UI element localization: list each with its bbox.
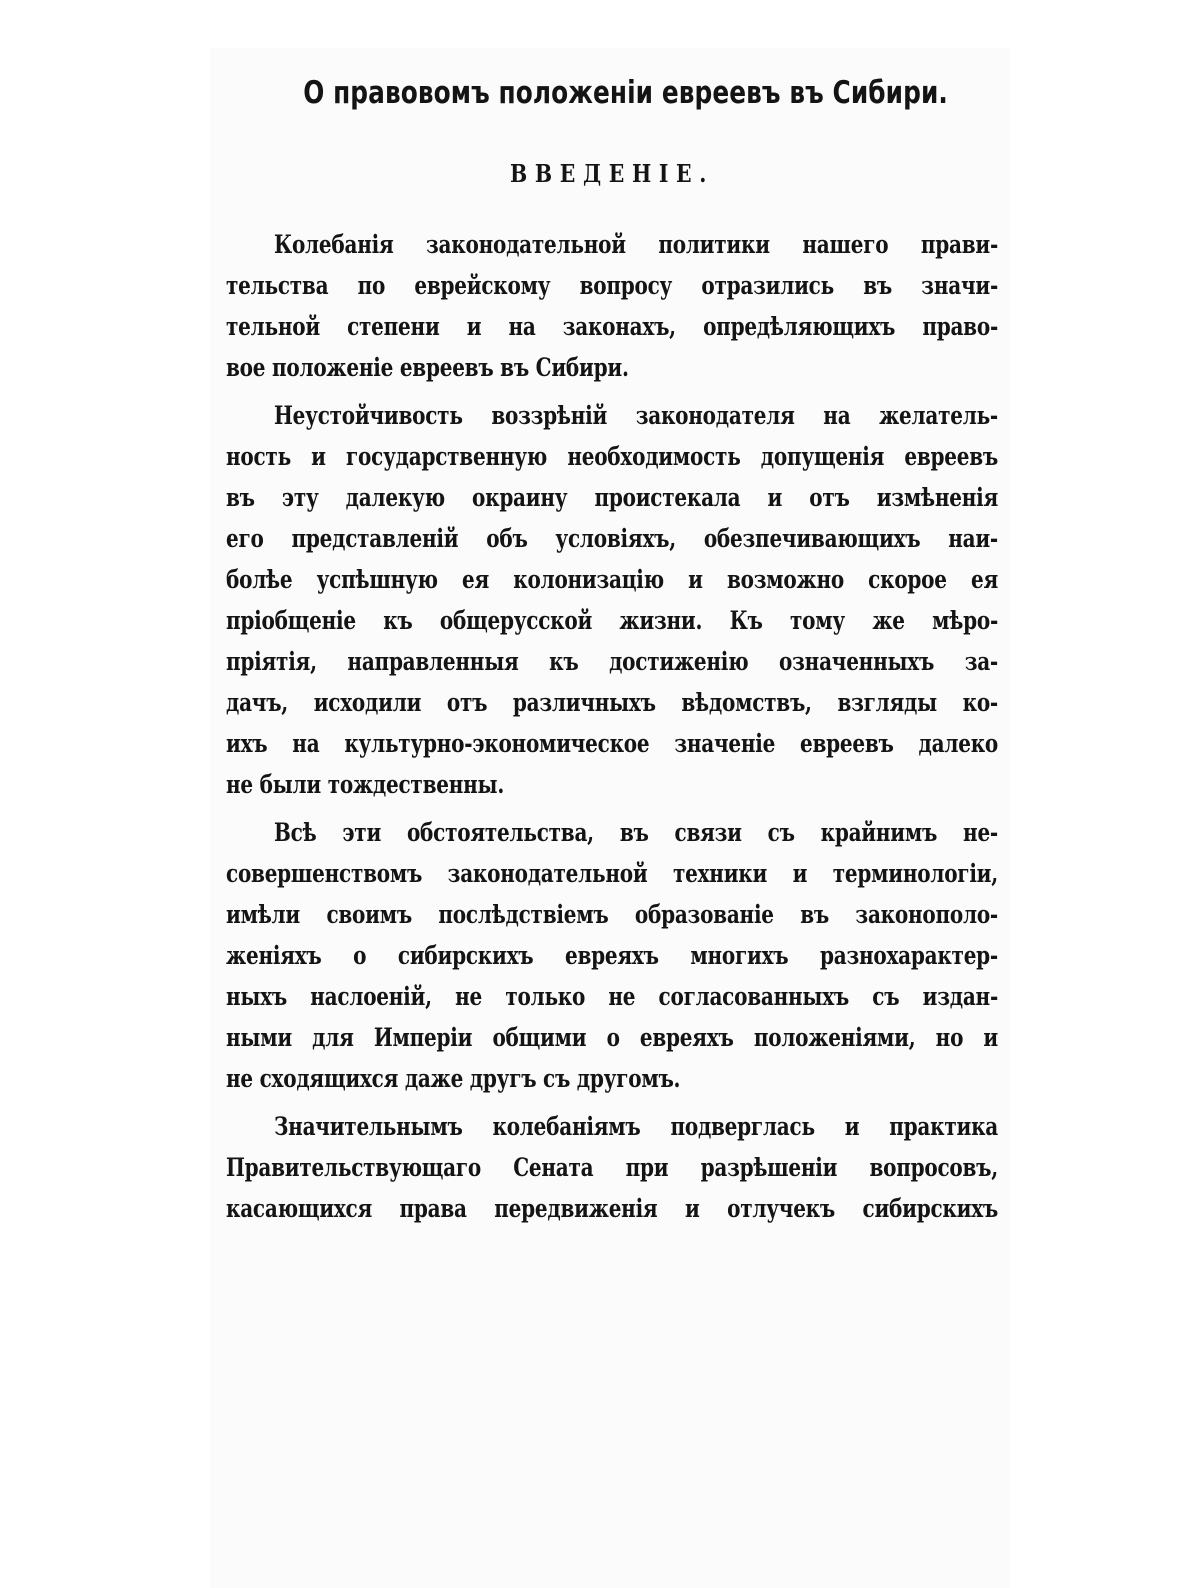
body-text — [226, 224, 998, 1229]
text-line: не сходящихся даже другъ съ другомъ. — [226, 1064, 681, 1093]
text-line: ными для Имперіи общими о евреяхъ положеніями, но и — [226, 1023, 998, 1052]
text-line: дачъ, исходили отъ различныхъ вѣдомствъ, взгляды ко- — [226, 688, 998, 717]
text-line: пріобщеніе къ общерусской жизни. Къ тому же мѣро- — [226, 606, 998, 635]
text-line: вое положеніе евреевъ въ Сибири. — [226, 353, 629, 382]
text-line: Всѣ эти обстоятельства, въ связи съ крайнимъ не- — [274, 818, 998, 847]
text-line: ность и государственную необходимость допущенія евреевъ — [226, 442, 998, 471]
text-line: тельства по еврейскому вопросу отразились въ значи- — [226, 271, 998, 300]
document-title: О правовомъ положеніи евреевъ въ Сибири. — [303, 75, 948, 111]
text-line: ихъ на культурно-экономическое значеніе евреевъ далеко — [226, 729, 998, 758]
text-line: женіяхъ о сибирскихъ евреяхъ многихъ разнохарактер- — [226, 941, 998, 970]
text-line: Правительствующаго Сената при разрѣшеніи вопросовъ, — [226, 1153, 998, 1182]
text-line: совершенствомъ законодательной техники и терминологіи, — [226, 859, 998, 888]
text-line: пріятія, направленныя къ достиженію означенныхъ за- — [226, 647, 998, 676]
text-line: Значительнымъ колебаніямъ подверглась и практика — [274, 1112, 998, 1141]
paragraph — [226, 1106, 998, 1229]
text-line: не были тождественны. — [226, 770, 505, 799]
text-line: имѣли своимъ послѣдствіемъ образованіе въ законополо- — [226, 900, 998, 929]
text-line: болѣе успѣшную ея колонизацію и возможно скорое ея — [226, 565, 998, 594]
text-line: въ эту далекую окраину проистекала и отъ измѣненія — [226, 483, 998, 512]
text-line: тельной степени и на законахъ, опредѣляющихъ право- — [226, 312, 998, 341]
document-content — [226, 70, 998, 1236]
text-line: ныхъ наслоеній, не только не согласованныхъ съ издан- — [226, 982, 998, 1011]
text-line: касающихся права передвиженія и отлучекъ сибирскихъ — [226, 1194, 998, 1223]
text-line: Неустойчивость воззрѣній законодателя на желатель- — [274, 401, 998, 430]
section-heading: ВВЕДЕНІЕ. — [509, 159, 715, 188]
paragraph — [226, 224, 998, 388]
text-line: Колебанія законодательной политики нашего прави- — [274, 230, 998, 259]
paragraph — [226, 812, 998, 1099]
paragraph — [226, 395, 998, 805]
text-line: его представленій объ условіяхъ, обезпечивающихъ наи- — [226, 524, 998, 553]
